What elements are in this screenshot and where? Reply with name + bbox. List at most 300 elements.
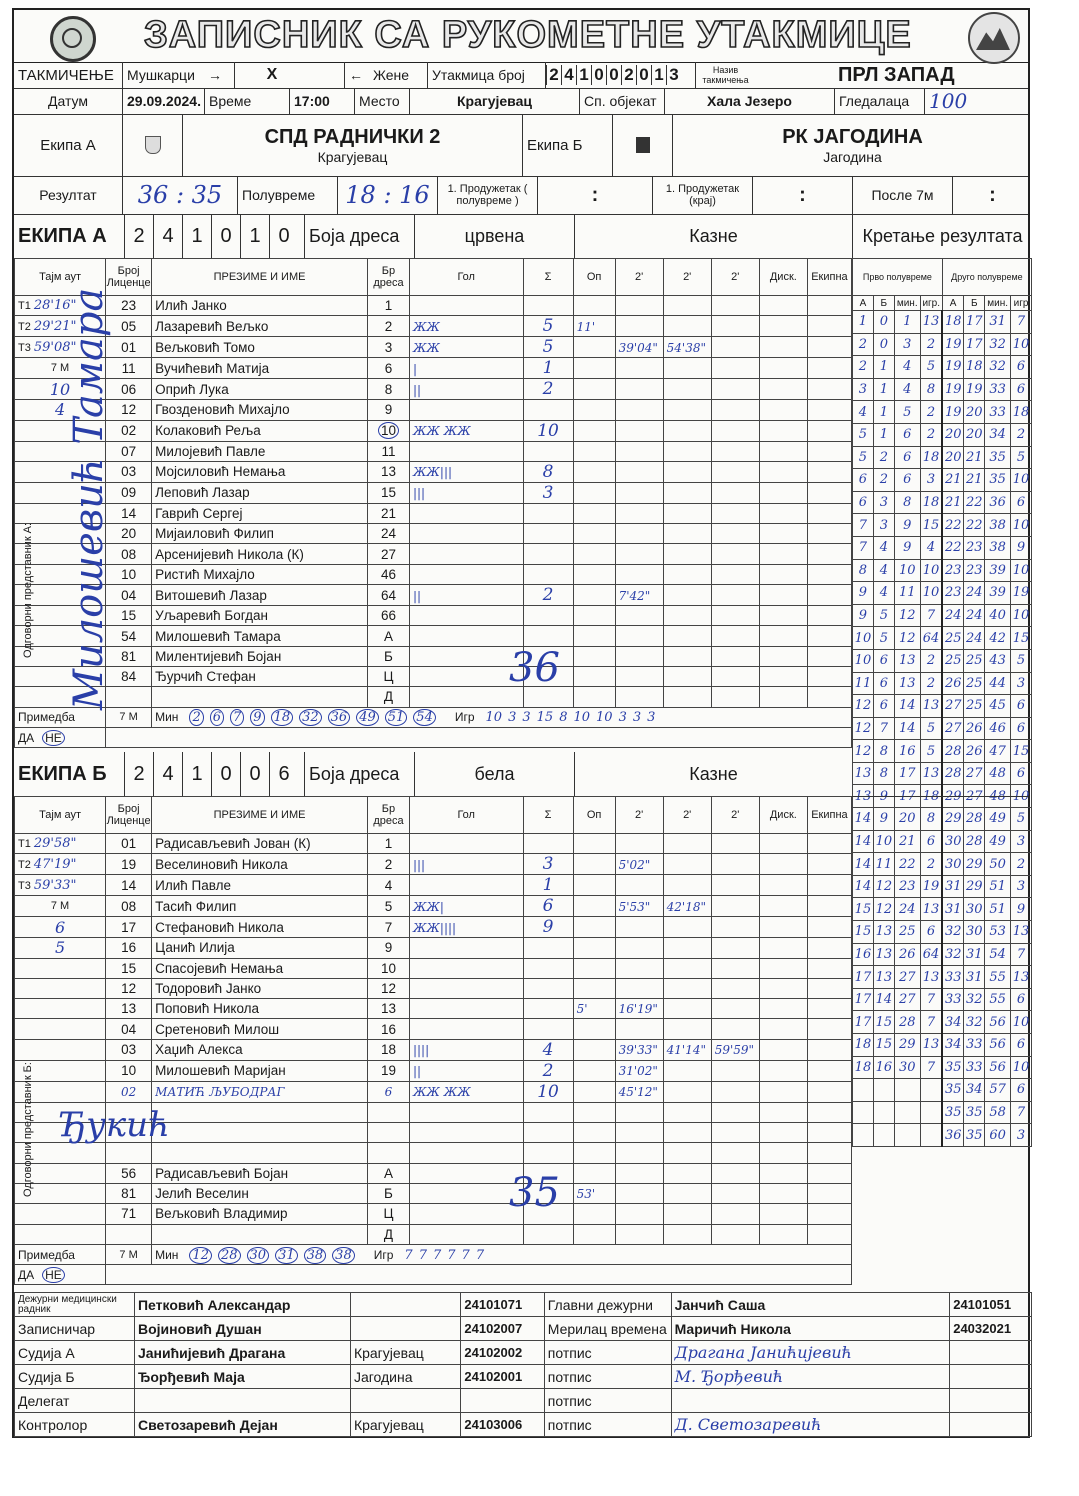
flow-cell: 1	[873, 423, 894, 446]
flow-row	[853, 672, 1032, 695]
sum-value: 10	[537, 1081, 559, 1102]
name-value: Сретеновић Милош	[155, 1021, 280, 1037]
flow-cell: 21	[942, 491, 963, 514]
official-cell	[350, 1293, 460, 1317]
flow-cell: 2	[853, 333, 874, 356]
col-warning: Оп	[573, 797, 615, 834]
team-code-digit: 2	[124, 214, 153, 258]
team-a-remark-yesno	[15, 727, 852, 747]
name-value: Милојевић Павле	[155, 443, 266, 459]
flow-cell: 28	[942, 762, 963, 785]
cell-sum	[523, 606, 573, 626]
flow-cell: 2	[920, 853, 942, 876]
jersey-value: 66	[380, 608, 396, 624]
official-value: 24102002	[464, 1345, 523, 1360]
flow-cell: 33	[985, 378, 1011, 401]
flow-row	[853, 1079, 1032, 1102]
name-value: Леповић Лазар	[155, 485, 250, 501]
date-row	[14, 88, 1028, 115]
cell-two3	[711, 896, 759, 917]
sum-value: 2	[542, 379, 554, 400]
flow-cell: 3	[920, 469, 942, 492]
cell-two2	[663, 834, 711, 854]
cell-two3	[711, 875, 759, 896]
score-flow-table	[852, 258, 1032, 1147]
flow-cell: 14	[853, 875, 874, 898]
cell-two1	[615, 564, 663, 584]
cell-two3	[711, 834, 759, 854]
flow-cell: 55	[985, 966, 1011, 989]
cell-team_pen	[807, 503, 851, 523]
cell-license	[106, 875, 152, 896]
seven-m-minute: 32	[299, 709, 322, 726]
flow-cell: 4	[894, 378, 920, 401]
flow-cell: 35	[985, 446, 1011, 469]
flow-cell: 30	[894, 1056, 920, 1079]
remark-no: НЕ	[42, 1267, 65, 1283]
table-row	[15, 606, 852, 626]
place-value: Крагујевац	[409, 88, 579, 114]
cell-warning	[573, 1123, 615, 1143]
team-code-digit: 2	[124, 752, 153, 796]
flow-cell: 11	[873, 853, 894, 876]
official-value: Драгана Јанићијевић	[674, 1343, 852, 1362]
flow-row	[853, 469, 1032, 492]
flow-cell: 11	[853, 672, 874, 695]
cell-jersey	[368, 1060, 410, 1081]
remark-yesno-cell	[15, 727, 106, 747]
flow-cell: 7	[920, 1056, 942, 1079]
flow-cell: 19	[942, 333, 963, 356]
name-value: Лазаревић Вељко	[155, 318, 269, 334]
flow-cell: 2	[873, 446, 894, 469]
cell-sum	[523, 564, 573, 584]
flow-cell: 9	[1011, 536, 1032, 559]
cell-goal	[409, 564, 523, 584]
cell-disq	[759, 896, 807, 917]
team-a-colour-label: Боја дреса	[304, 214, 414, 258]
flow-cell: 24	[964, 604, 985, 627]
goal-value: |	[412, 361, 417, 376]
flow-cell: 2	[920, 333, 942, 356]
seven-m-player: 7	[418, 1247, 427, 1263]
cell-disq	[759, 585, 807, 606]
match-digit: 0	[606, 65, 621, 85]
team-a-name: СПД РАДНИЧКИ 2	[264, 125, 441, 148]
cell-two2	[663, 296, 711, 316]
seven-m-value: 5	[54, 938, 66, 958]
license-value: 08	[121, 898, 137, 914]
flow-cell: 4	[873, 582, 894, 605]
official-row	[15, 1413, 1032, 1437]
flow-cell: 28	[942, 740, 963, 763]
license-value: 23	[121, 298, 137, 314]
cell-two2	[663, 978, 711, 998]
cell-two1	[615, 1039, 663, 1060]
jersey-value: Б	[384, 1186, 393, 1202]
cell-two3	[711, 420, 759, 441]
cell-warning	[573, 337, 615, 358]
match-digit: 2	[621, 65, 636, 85]
cell-name	[152, 1183, 368, 1203]
flow-cell: 24	[894, 898, 920, 921]
cell-name	[152, 1019, 368, 1039]
table-row	[15, 461, 852, 482]
cell-two2	[663, 564, 711, 584]
flow-cell: 39	[985, 559, 1011, 582]
cell-two3	[711, 1081, 759, 1102]
team-code-digit: 4	[153, 214, 182, 258]
remark-yesno-cell	[15, 1265, 106, 1285]
cell-warning	[573, 646, 615, 666]
timeout-label: Т3	[18, 341, 31, 354]
cell-two1	[615, 875, 663, 896]
official-cell	[15, 1293, 135, 1317]
cell-two1	[615, 896, 663, 917]
flow-cell: 18	[853, 1034, 874, 1057]
cell-sum	[523, 1224, 573, 1244]
flow-cell: 12	[873, 875, 894, 898]
cell-team_pen	[807, 854, 851, 875]
name-value: Вељковић Томо	[155, 339, 255, 355]
cell-disq	[759, 1081, 807, 1102]
flow-cell: 17	[853, 966, 874, 989]
arrow-left-icon: ←	[344, 62, 369, 88]
flow-cell: 3	[873, 514, 894, 537]
official-cell	[671, 1317, 950, 1341]
flow-cell: 32	[985, 356, 1011, 379]
flow-cell	[920, 1124, 942, 1147]
flow-cell: 21	[942, 469, 963, 492]
cell-license	[106, 503, 152, 523]
cell-jersey	[368, 544, 410, 564]
cell-disq	[759, 917, 807, 938]
cell-jersey	[368, 420, 410, 441]
cell-name	[152, 482, 368, 503]
team-b-city: Јагодина	[823, 148, 882, 165]
license-value: 15	[121, 960, 137, 976]
cell-jersey	[368, 337, 410, 358]
cell-goal	[409, 1039, 523, 1060]
seven-m-player: 7	[475, 1247, 485, 1263]
timeout-cell	[15, 938, 106, 958]
flow-cell: 10	[1011, 333, 1032, 356]
cell-two3	[711, 978, 759, 998]
cell-warning	[573, 917, 615, 938]
sum-value: 10	[537, 420, 559, 441]
cell-license	[106, 687, 152, 707]
cell-disq	[759, 544, 807, 564]
team-a-total: 36	[509, 645, 560, 691]
official-cell	[15, 1317, 135, 1341]
cell-goal	[409, 1163, 523, 1183]
cell-goal	[409, 441, 523, 461]
cell-two2	[663, 503, 711, 523]
team-a-rep-signature: Милошевић Тамара	[66, 287, 112, 710]
team-b-colour-label: Боја дреса	[304, 752, 414, 796]
cell-team_pen	[807, 461, 851, 482]
seven-m-minute: 38	[332, 1247, 355, 1264]
cell-warning	[573, 585, 615, 606]
official-value: Јанићијевић Драгана	[137, 1344, 286, 1361]
cell-two1	[615, 461, 663, 482]
cell-disq	[759, 666, 807, 686]
official-cell	[544, 1317, 671, 1341]
cell-disq	[759, 441, 807, 461]
cell-warning	[573, 1163, 615, 1183]
jersey-value: Ц	[383, 669, 394, 685]
flow-cell: 31	[985, 311, 1011, 334]
flow-cell	[894, 1101, 920, 1124]
cell-two3	[711, 358, 759, 379]
cell-jersey	[368, 564, 410, 584]
cell-two3	[711, 1204, 759, 1224]
table-row	[15, 420, 852, 441]
comp-name: ПРЛ ЗАПАД	[838, 63, 955, 86]
cell-warning	[573, 606, 615, 626]
flow-cell	[920, 1101, 942, 1124]
cell-two2	[663, 666, 711, 686]
cell-two2	[663, 441, 711, 461]
cell-jersey	[368, 461, 410, 482]
flow-cell: 3	[1011, 875, 1032, 898]
flow-cell: 34	[942, 1034, 963, 1057]
flow-cell: 6	[1011, 378, 1032, 401]
sum-value: 5	[542, 316, 554, 337]
match-number	[545, 62, 695, 88]
flow-cell: 51	[985, 898, 1011, 921]
flow-cell: 51	[985, 875, 1011, 898]
cell-team_pen	[807, 1081, 851, 1102]
cell-goal	[409, 379, 523, 400]
cell-sum	[523, 999, 573, 1019]
seven-m-player: 10	[596, 710, 613, 726]
name-value: Вучићевић Матија	[155, 360, 270, 376]
flow-cell: 24	[964, 582, 985, 605]
cell-two1	[615, 503, 663, 523]
cell-sum	[523, 978, 573, 998]
col-two2: 2'	[663, 797, 711, 834]
official-row	[15, 1293, 1032, 1317]
flow-cell: 48	[985, 785, 1011, 808]
flow-cell: 64	[920, 627, 942, 650]
cell-team_pen	[807, 544, 851, 564]
cell-warning	[573, 1224, 615, 1244]
flow-cell: 12	[894, 627, 920, 650]
flow-cell: 30	[964, 921, 985, 944]
goal-value: |||	[412, 486, 426, 501]
team-b-code	[124, 752, 304, 796]
cell-goal	[409, 337, 523, 358]
seven-m-minute: 31	[275, 1247, 298, 1264]
flow-cell: 18	[853, 1056, 874, 1079]
jersey-value: 2	[384, 856, 393, 872]
flow-row	[853, 333, 1032, 356]
flow-cell: 50	[985, 853, 1011, 876]
cell-two1	[615, 666, 663, 686]
team-b-total: 35	[509, 1170, 560, 1216]
official-cell	[134, 1413, 350, 1437]
men-label: Мушкарци	[122, 62, 204, 88]
cell-two2	[663, 482, 711, 503]
cell-two1	[615, 296, 663, 316]
seven-m-minute: 30	[247, 1247, 270, 1264]
cell-name	[152, 1102, 368, 1122]
name-value: Хаџић Алекса	[155, 1042, 243, 1058]
flow-cell: 30	[942, 830, 963, 853]
official-value: потпис	[547, 1416, 592, 1433]
flow-cell: 5	[853, 423, 874, 446]
license-value: 15	[121, 608, 137, 624]
cell-team_pen	[807, 1102, 851, 1122]
cell-sum	[523, 958, 573, 978]
flow-cell: 10	[1011, 785, 1032, 808]
cell-two3	[711, 938, 759, 958]
cell-name	[152, 296, 368, 316]
table-row	[15, 1039, 852, 1060]
cell-disq	[759, 1123, 807, 1143]
flow-cell: 32	[942, 921, 963, 944]
cell-goal	[409, 896, 523, 917]
cell-license	[106, 316, 152, 337]
official-value: Војиновић Душан	[137, 1320, 262, 1337]
cell-name	[152, 1224, 368, 1244]
flow-cell: 10	[853, 627, 874, 650]
flow-cell: 36	[942, 1124, 963, 1147]
cell-name	[152, 544, 368, 564]
license-value: 71	[121, 1206, 137, 1222]
cell-warning	[573, 854, 615, 875]
flow-cell: 14	[873, 988, 894, 1011]
cell-two2	[663, 606, 711, 626]
flow-cell: 31	[942, 875, 963, 898]
cell-name	[152, 666, 368, 686]
regional-seal-icon	[968, 12, 1020, 64]
flow-cell: 7	[853, 514, 874, 537]
official-value: Контролор	[18, 1416, 88, 1433]
cell-two1	[615, 1204, 663, 1224]
official-cell	[671, 1389, 950, 1413]
cell-license	[106, 896, 152, 917]
jersey-value: 6	[384, 1085, 393, 1100]
seven-m-player: 3	[647, 710, 656, 726]
cell-two3	[711, 626, 759, 646]
seven-m-minute: 49	[356, 709, 379, 726]
cell-team_pen	[807, 896, 851, 917]
cell-jersey	[368, 626, 410, 646]
flow-cell: 10	[920, 559, 942, 582]
two1-value: 31'02"	[618, 1064, 658, 1079]
cell-two3	[711, 1123, 759, 1143]
cell-name	[152, 585, 368, 606]
table-row	[15, 564, 852, 584]
cell-sum	[523, 938, 573, 958]
flow-cell: 31	[964, 966, 985, 989]
flow-cell: 25	[964, 695, 985, 718]
seven-m-minute: 36	[328, 709, 351, 726]
col-license: Број Лиценце	[106, 797, 152, 834]
flow-cell: 5	[920, 356, 942, 379]
flow-cell: 5	[853, 446, 874, 469]
official-cell	[461, 1317, 544, 1341]
table-row	[15, 1143, 852, 1163]
cell-goal	[409, 420, 523, 441]
timeout-label: Т3	[18, 879, 31, 892]
cell-jersey	[368, 1163, 410, 1183]
cell-team_pen	[807, 337, 851, 358]
col-jersey: Бр дреса	[368, 259, 410, 296]
cell-two3	[711, 687, 759, 707]
team-a-table	[14, 258, 852, 748]
match-digit: 1	[576, 65, 591, 85]
flow-cell: 5	[1011, 446, 1032, 469]
cell-jersey	[368, 1039, 410, 1060]
flow-row	[853, 649, 1032, 672]
cell-goal	[409, 358, 523, 379]
flow-row	[853, 966, 1032, 989]
sheet-title: ЗАПИСНИК СА РУКОМЕТНЕ УТАКМИЦЕ	[144, 14, 912, 56]
col-two1: 2'	[615, 259, 663, 296]
official-value: Крагујевац	[353, 1344, 424, 1361]
venue-label: Сп. објекат	[579, 88, 664, 114]
cell-two3	[711, 482, 759, 503]
cell-disq	[759, 938, 807, 958]
flow-cell: 34	[942, 1011, 963, 1034]
flow-cell: 5	[873, 604, 894, 627]
cell-two1	[615, 1102, 663, 1122]
name-value: Мијаиловић Филип	[155, 526, 274, 542]
cell-license	[106, 999, 152, 1019]
official-value: 24032021	[953, 1321, 1012, 1336]
cell-two1	[615, 854, 663, 875]
cell-license	[106, 420, 152, 441]
cell-two1	[615, 834, 663, 854]
col-timeout: Тајм аут	[15, 259, 106, 296]
flow-cell: 23	[942, 559, 963, 582]
cell-jersey	[368, 1143, 410, 1163]
cell-two2	[663, 461, 711, 482]
cell-jersey	[368, 1224, 410, 1244]
remark-7m	[106, 1244, 152, 1264]
official-value: Дежурни медицински радник	[18, 1293, 117, 1315]
cell-sum	[523, 917, 573, 938]
cell-name	[152, 896, 368, 917]
license-value: 10	[121, 566, 137, 582]
jersey-value: Д	[383, 689, 394, 705]
col-goal: Гол	[409, 797, 523, 834]
name-value: Радисављевић Бојан	[155, 1165, 289, 1181]
cell-goal	[409, 938, 523, 958]
flow-cell: 27	[964, 762, 985, 785]
seven-m-player: 7	[404, 1247, 413, 1263]
jersey-value: Ц	[383, 1206, 394, 1222]
jersey-value: Б	[384, 648, 393, 664]
flow-cell: 3	[873, 491, 894, 514]
team-b-rep-label: Одговорни представник Б:	[22, 1062, 34, 1198]
cell-license	[106, 585, 152, 606]
cell-jersey	[368, 917, 410, 938]
official-cell	[544, 1413, 671, 1437]
two1-value: 7'42"	[618, 588, 651, 603]
flow-cell: 20	[894, 808, 920, 831]
flow-row	[853, 943, 1032, 966]
flow-cell: 44	[985, 672, 1011, 695]
official-value: 24101071	[464, 1297, 523, 1312]
flow-cell: 6	[1011, 1079, 1032, 1102]
official-cell	[461, 1389, 544, 1413]
cell-name	[152, 854, 368, 875]
flow-cell: 13	[873, 921, 894, 944]
